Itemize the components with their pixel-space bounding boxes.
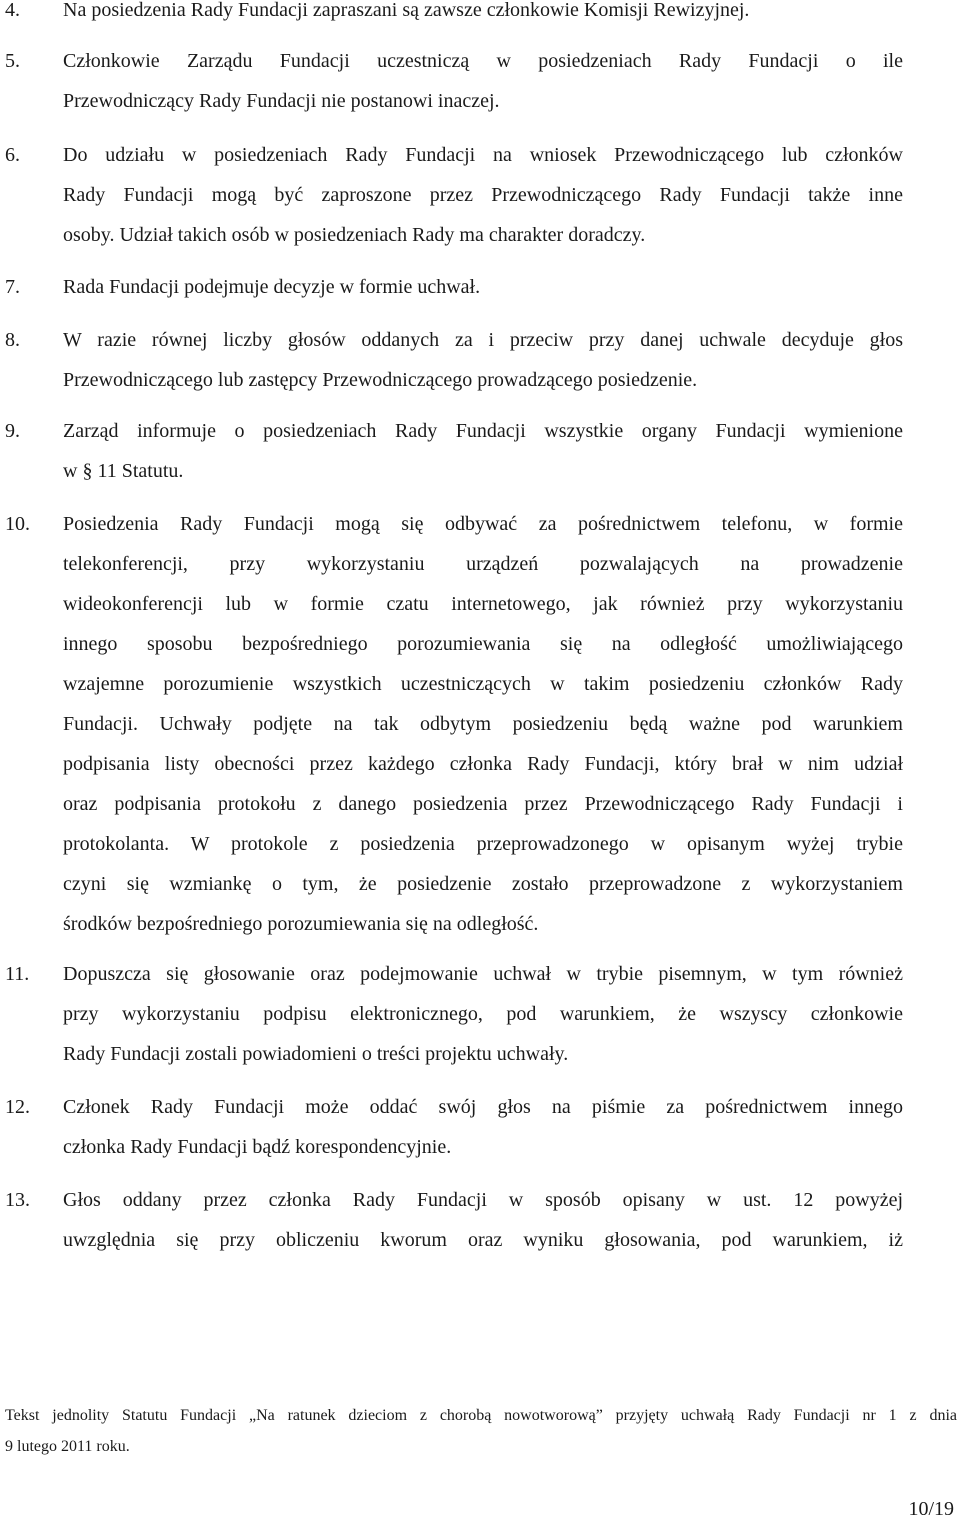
- text-line: Zarząd informuje o posiedzeniach Rady Fundacji wszystkie organy Fundacji wymienione: [63, 420, 903, 442]
- text-line: W razie równej liczby głosów oddanych za i przeciw przy danej uchwale decyduje głos: [63, 329, 903, 351]
- list-item-number: 11.: [5, 963, 30, 985]
- list-item-text: [63, 41, 903, 121]
- text-line: członka Rady Fundacji bądź korespondencyjnie.: [63, 1136, 452, 1158]
- list-item-text: [63, 1180, 903, 1260]
- text-line: oraz podpisania protokołu z danego posiedzenia przez Przewodniczącego Rady Fundacji i: [63, 793, 903, 815]
- text-line: środków bezpośredniego porozumiewania się na odległość.: [63, 913, 539, 935]
- list-item-text: [63, 135, 903, 255]
- text-line: Rady Fundacji mogą być zaproszone przez Przewodniczącego Rady Fundacji także inne: [63, 184, 903, 206]
- text-line: Przewodniczący Rady Fundacji nie postanowi inaczej.: [63, 90, 500, 112]
- text-line: Rady Fundacji zostali powiadomieni o treści projektu uchwały.: [63, 1043, 569, 1065]
- text-line: Posiedzenia Rady Fundacji mogą się odbywać za pośrednictwem telefonu, w formie: [63, 513, 903, 535]
- text-line: Głos oddany przez członka Rady Fundacji w sposób opisany w ust. 12 powyżej: [63, 1189, 903, 1211]
- text-line: wideokonferencji lub w formie czatu internetowego, jak również przy wykorzystaniu: [63, 593, 903, 615]
- text-line: telekonferencji, przy wykorzystaniu urządzeń pozwalających na prowadzenie: [63, 553, 903, 575]
- text-line: Rada Fundacji podejmuje decyzje w formie uchwał.: [63, 276, 481, 298]
- list-item-text: [63, 954, 903, 1074]
- footer-line: Tekst jednolity Statutu Fundacji „Na ratunek dzieciom z chorobą nowotworową” przyjęty uchwałą Rady Fundacji nr 1 z dnia: [5, 1407, 957, 1424]
- text-line: osoby. Udział takich osób w posiedzeniach Rady ma charakter doradczy.: [63, 224, 646, 246]
- text-line: Przewodniczącego lub zastępcy Przewodniczącego prowadzącego posiedzenie.: [63, 369, 698, 391]
- list-item-number: 12.: [5, 1096, 30, 1118]
- list-item-text: [63, 411, 903, 491]
- text-line: podpisania listy obecności przez każdego członka Rady Fundacji, który brał w nim udział: [63, 753, 903, 775]
- text-line: protokolanta. W protokole z posiedzenia przeprowadzonego w opisanym wyżej trybie: [63, 833, 903, 855]
- list-item-number: 13.: [5, 1189, 30, 1211]
- text-line: Dopuszcza się głosowanie oraz podejmowanie uchwał w trybie pisemnym, w tym również: [63, 963, 903, 985]
- list-item-text: [63, 1087, 903, 1167]
- list-item-text: [63, 504, 903, 944]
- list-item-text: [63, 267, 903, 307]
- page-number: 10/19: [908, 1498, 954, 1520]
- list-item-number: 7.: [5, 276, 20, 298]
- list-item-number: 8.: [5, 329, 20, 351]
- list-item-text: [63, 0, 903, 30]
- page-footer: [5, 1400, 957, 1462]
- text-line: Członkowie Zarządu Fundacji uczestniczą w posiedzeniach Rady Fundacji o ile: [63, 50, 903, 72]
- text-line: Członek Rady Fundacji może oddać swój głos na piśmie za pośrednictwem innego: [63, 1096, 903, 1118]
- list-item-number: 9.: [5, 420, 20, 442]
- text-line: innego sposobu bezpośredniego porozumiewania się na odległość umożliwiającego: [63, 633, 903, 655]
- text-line: czyni się wzmiankę o tym, że posiedzenie zostało przeprowadzone z wykorzystaniem: [63, 873, 903, 895]
- footer-line: 9 lutego 2011 roku.: [5, 1438, 130, 1455]
- text-line: przy wykorzystaniu podpisu elektronicznego, pod warunkiem, że wszyscy członkowie: [63, 1003, 903, 1025]
- list-item-number: 10.: [5, 513, 30, 535]
- text-line: Na posiedzenia Rady Fundacji zapraszani są zawsze członkowie Komisji Rewizyjnej.: [63, 0, 750, 21]
- text-line: wzajemne porozumienie wszystkich uczestniczących w takim posiedzeniu członków Rady: [63, 673, 903, 695]
- text-line: Fundacji. Uchwały podjęte na tak odbytym posiedzeniu będą ważne pod warunkiem: [63, 713, 903, 735]
- list-item-text: [63, 320, 903, 400]
- list-item-number: 6.: [5, 144, 20, 166]
- text-line: Do udziału w posiedzeniach Rady Fundacji na wniosek Przewodniczącego lub członków: [63, 144, 903, 166]
- list-item-number: 5.: [5, 50, 20, 72]
- list-item-number: 4.: [5, 0, 20, 21]
- text-line: w § 11 Statutu.: [63, 460, 184, 482]
- text-line: uwzględnia się przy obliczeniu kworum oraz wyniku głosowania, pod warunkiem, iż: [63, 1229, 903, 1251]
